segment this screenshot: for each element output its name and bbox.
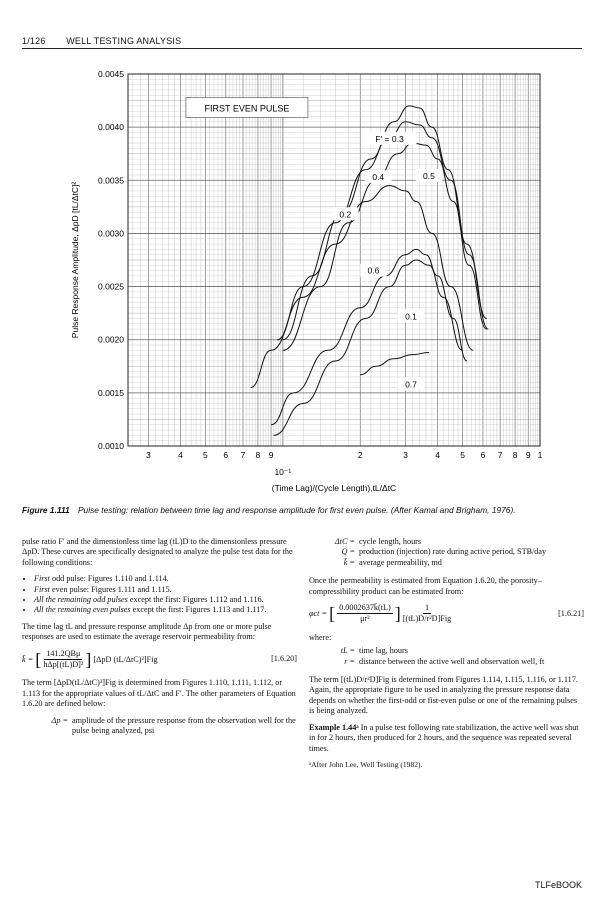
list-item: • First even pulse: Figures 1.111 and 1.115. — [34, 585, 297, 595]
x-tick-label: 2 — [357, 450, 363, 460]
x-tick-label: 5 — [460, 450, 465, 460]
definition-item: r = distance between the active well and observation well, ft — [344, 656, 545, 666]
x-tick-label: 7 — [240, 450, 246, 460]
left-column — [22, 537, 297, 737]
y-tick-label: 0.0040 — [98, 122, 124, 133]
y-tick-label: 0.0025 — [98, 281, 124, 292]
x-tick-label: 6 — [223, 450, 229, 460]
x-tick-label: 3 — [403, 450, 408, 460]
equation-number: [1.6.21] — [558, 608, 584, 618]
y-tick-label: 0.0045 — [98, 69, 124, 79]
where-label: where: — [309, 632, 332, 642]
x-tick-label: 7 — [497, 450, 503, 460]
y-tick-label: 0.0015 — [98, 387, 124, 398]
x-tick-label: 9 — [268, 450, 274, 460]
curve-label: 0.2 — [339, 209, 352, 220]
y-tick-label: 0.0020 — [98, 334, 124, 345]
header-rule — [22, 48, 582, 49]
footnote: ᵃAfter John Lee, Well Testing (1982). — [309, 759, 423, 769]
right-paragraph-2: The term [(tL)D/r²D]Fig is determined from Figures 1.114, 1.115, 1.116, or 1.117. Again, the appropriate figure to be used in analyzing the pressure response data depends on whether the first-odd or fist-even pulse or one of the remaining pulses is being analyzed. — [309, 675, 578, 716]
definition-item: k̄ = average permeability, md — [343, 557, 442, 567]
x-tick-label: 3 — [145, 450, 151, 460]
curve-label: 0.7 — [405, 379, 417, 390]
series-curve — [277, 122, 488, 340]
x-decade-label: 10⁻¹ — [274, 467, 292, 477]
condition-list — [22, 574, 297, 616]
x-tick-label: 9 — [525, 450, 531, 460]
y-tick-label: 0.0030 — [98, 228, 124, 239]
list-item: • First odd pulse: Figures 1.110 and 1.114. — [34, 574, 297, 584]
left-paragraph-2: The time lag tL and pressure response amplitude Δp from one or more pulse responses are used to estimate the average reservoir permeability from: — [22, 621, 272, 642]
equation-number: [1.6.20] — [271, 654, 297, 664]
x-tick-label: 4 — [435, 450, 441, 460]
x-tick-label: 6 — [480, 450, 486, 460]
book-title: WELL TESTING ANALYSIS — [66, 36, 182, 46]
definition-item: tL = time lag, hours — [340, 646, 408, 656]
list-item: • All the remaining even pulses except the first: Figures 1.113 and 1.117. — [34, 605, 297, 615]
x-tick-label: 8 — [512, 450, 518, 460]
list-item: • All the remaining odd pulses except the first: Figures 1.112 and 1.116. — [34, 595, 297, 605]
y-tick-label: 0.0010 — [98, 441, 124, 451]
curve-label: 0.5 — [423, 171, 435, 182]
curve-label: 0.6 — [367, 265, 380, 276]
definition-delta-p: Δp = amplitude of the pressure response from the observation well for the pulse being analyzed, psi — [51, 715, 296, 736]
equation-1-6-20: k̄ = [ $\frac{\text{141.2QBμ}}{\text{hΔp[(tL)D]²}}$ ] [ΔpD (tL/ΔtC)²]Fig [1.6.20] — [22, 648, 297, 670]
definition-item: ΔtC = cycle length, hours — [334, 537, 422, 546]
example-label: Example 1.44ᵃ — [309, 722, 359, 732]
curve-label: F' = 0.3 — [375, 133, 404, 144]
left-paragraph-3: The term [ΔpD(tL/ΔtC)²]Fig is determined from Figures 1.110, 1.111, 1.112, or 1.113 for the appropriate values of tL/ΔtC and F′. The other parameters of Equation 1.6.20 are defined below: — [22, 678, 296, 709]
x-axis-label: (Time Lag)/(Cycle Length),tL/ΔtC — [271, 483, 397, 493]
x-tick-label: 1 — [537, 450, 543, 460]
example-paragraph: Example 1.44ᵃ In a pulse test following rate stabilization, the active well was shut in for 2 hours, then produced for 2 hours, and the sequence was repeated several times. — [309, 722, 579, 753]
curve-label: 0.1 — [405, 311, 417, 322]
chart-title: FIRST EVEN PULSE — [204, 103, 290, 114]
footer-brand: TLFeBOOK — [534, 880, 582, 890]
x-tick-label: 8 — [255, 450, 261, 460]
figure-label: Figure 1.111 — [22, 505, 70, 515]
equation-1-6-21: φct = [ $\frac{0.0002637k̄(tL)}{\text{μr²}}$ ] $\frac{1}{\text{[(tL)D/r²D]Fig}}$ [1.6.21] — [309, 603, 584, 624]
pulse-chart — [0, 60, 604, 500]
y-tick-label: 0.0035 — [98, 175, 124, 186]
right-column — [309, 537, 584, 770]
curve-label: 0.4 — [372, 172, 385, 183]
figure-caption — [22, 505, 582, 516]
y-axis-label: Pulse Response Amplitude, ΔpD [tL/ΔtC]² — [70, 181, 80, 339]
left-paragraph-1: pulse ratio F′ and the dimensionless time lag (tL)D to the dimensionless pressure ΔpD. These curves are specifically designated to analyze the pulse test data for the following conditions: — [22, 537, 293, 567]
page-number: 1/126 — [22, 36, 46, 46]
x-tick-label: 4 — [178, 450, 183, 460]
definition-item: Q = production (injection) rate during active period, STB/day — [341, 547, 547, 557]
running-header — [22, 36, 199, 46]
figure-caption-text: Pulse testing: relation between time lag and response amplitude for first even pulse. (After Kamal and Brigham, 1976). — [77, 505, 516, 515]
x-tick-label: 5 — [203, 450, 208, 460]
right-paragraph-1: Once the permeability is estimated from Equation 1.6.20, the porosity–compressibility product can be estimated from: — [309, 576, 542, 596]
